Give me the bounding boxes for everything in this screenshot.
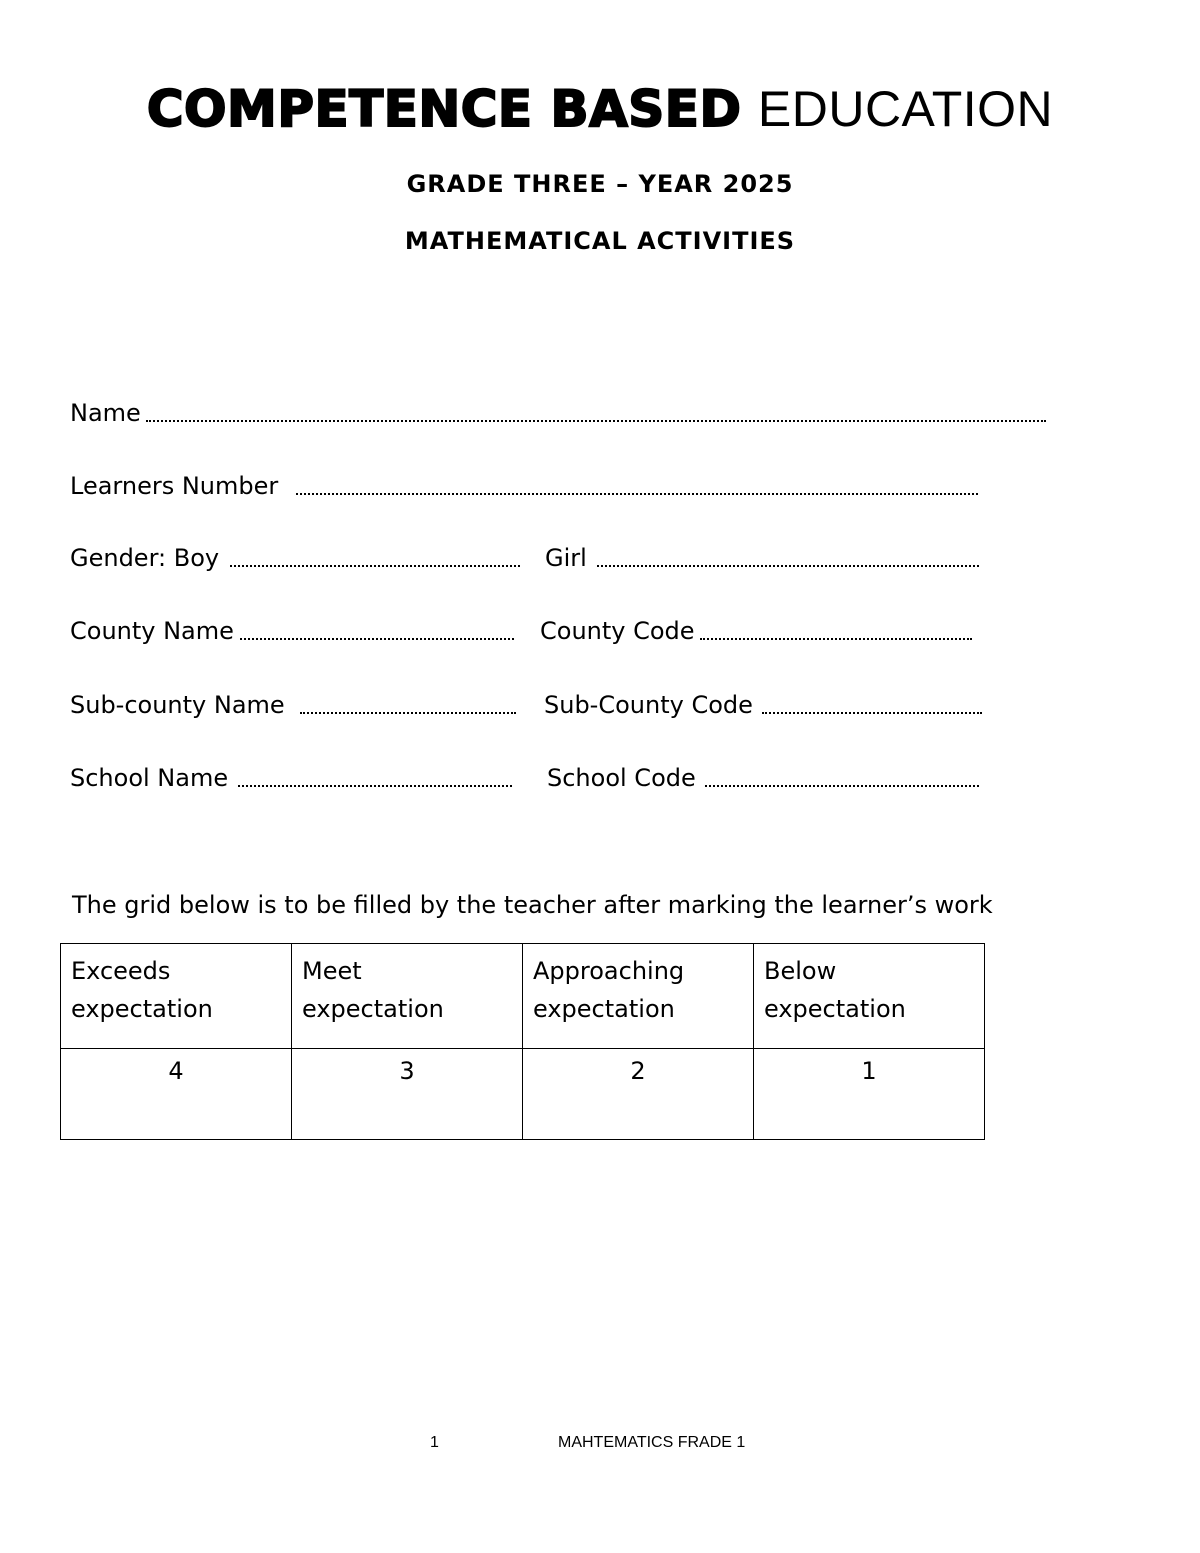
gender-boy-field[interactable]	[70, 541, 530, 575]
subcounty-code-field[interactable]	[544, 688, 984, 722]
header-line: Approaching	[533, 957, 685, 985]
school-code-field[interactable]	[547, 761, 987, 795]
document-title	[0, 78, 1200, 140]
header-line: expectation	[302, 995, 444, 1023]
grid-header-row	[61, 944, 985, 1049]
gender-girl-field[interactable]	[545, 541, 985, 575]
gender-boy-line[interactable]	[230, 565, 520, 567]
subcounty-code-line[interactable]	[762, 712, 982, 714]
county-name-label: County Name	[70, 617, 234, 645]
county-code-label: County Code	[540, 617, 695, 645]
score-cell-1[interactable]: 1	[754, 1049, 985, 1140]
header-line: Meet	[302, 957, 362, 985]
subcounty-name-line[interactable]	[300, 712, 516, 714]
footer-text: MAHTEMATICS FRADE 1	[558, 1434, 746, 1451]
subcounty-name-field[interactable]	[70, 688, 530, 722]
score-cell-3[interactable]: 3	[292, 1049, 523, 1140]
grid-header-exceeds	[61, 944, 292, 1049]
county-code-line[interactable]	[700, 638, 972, 640]
header-line: expectation	[764, 995, 906, 1023]
gender-girl-line[interactable]	[597, 565, 979, 567]
school-name-line[interactable]	[238, 785, 512, 787]
name-label: Name	[70, 399, 141, 427]
learners-number-label: Learners Number	[70, 472, 279, 500]
header-line: Below	[764, 957, 837, 985]
assessment-grid	[60, 943, 985, 1140]
title-light: EDUCATION	[757, 81, 1054, 137]
score-cell-4[interactable]: 4	[61, 1049, 292, 1140]
header-line: expectation	[533, 995, 675, 1023]
grid-header-below	[754, 944, 985, 1049]
school-code-line[interactable]	[705, 785, 979, 787]
grid-score-row	[61, 1049, 985, 1140]
gender-boy-label: Gender: Boy	[70, 544, 220, 572]
subcounty-name-label: Sub-county Name	[70, 691, 285, 719]
header-line: Exceeds	[71, 957, 171, 985]
school-name-field[interactable]	[70, 761, 530, 795]
name-line[interactable]	[146, 420, 1046, 422]
county-name-line[interactable]	[240, 638, 514, 640]
county-code-field[interactable]	[540, 614, 980, 648]
grid-instruction: The grid below is to be filled by the teacher after marking the learner’s work	[72, 891, 993, 919]
header-line: expectation	[71, 995, 213, 1023]
page-number: 1	[430, 1434, 439, 1451]
subject-heading: MATHEMATICAL ACTIVITIES	[404, 227, 796, 255]
school-code-label: School Code	[547, 764, 696, 792]
learners-number-field[interactable]	[70, 469, 980, 503]
gender-girl-label: Girl	[545, 544, 587, 572]
county-name-field[interactable]	[70, 614, 530, 648]
school-name-label: School Name	[70, 764, 229, 792]
name-field[interactable]	[70, 396, 980, 430]
score-cell-2[interactable]: 2	[523, 1049, 754, 1140]
learners-number-line[interactable]	[296, 493, 978, 495]
title-bold: COMPETENCE BASED	[146, 80, 742, 138]
grid-header-approaching	[523, 944, 754, 1049]
subcounty-code-label: Sub-County Code	[544, 691, 753, 719]
grade-heading: GRADE THREE – YEAR 2025	[406, 170, 794, 198]
grid-header-meet	[292, 944, 523, 1049]
